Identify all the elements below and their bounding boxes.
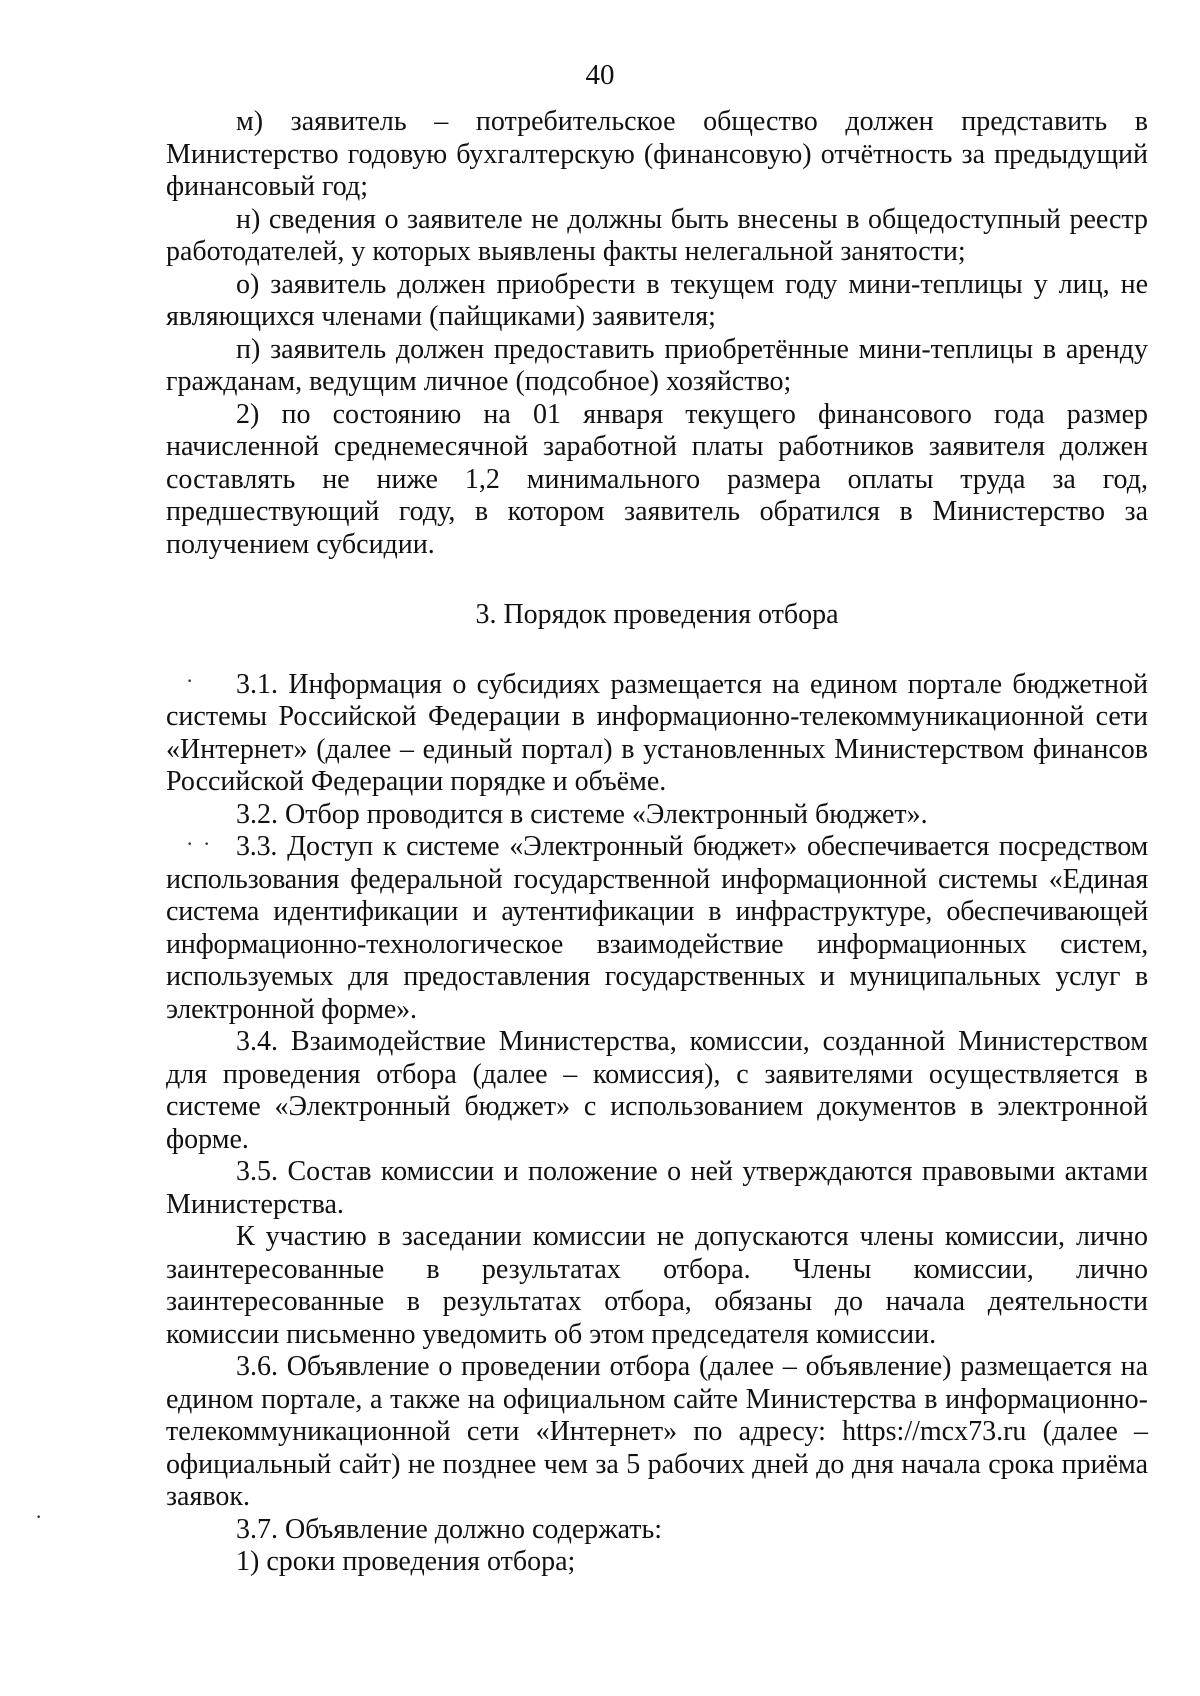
paragraph-2: 2) по состоянию на 01 января текущего финансового года размер начисленной среднемесячной заработной платы работников заявителя должен составлять не ниже 1,2 минимального размера оплаты труда за год, предшествующий году, в котором заявитель обратился в Министерство за получением субсидии.	[166, 398, 1148, 560]
paragraph-3-2: 3.2. Отбор проводится в системе «Электронный бюджет».	[236, 798, 928, 830]
scan-speck: ·	[186, 668, 194, 693]
paragraph-n: н) сведения о заявителе не должны быть внесены в общедоступный реестр работодателей, у которых выявлены факты нелегальной занятости;	[166, 203, 1148, 267]
paragraph-3-7-item-1: 1) сроки проведения отбора;	[236, 1546, 576, 1577]
section-heading: 3. Порядок проведения отбора	[475, 599, 839, 630]
paragraph-3-6: 3.6. Объявление о проведении отбора (далее – объявление) размещается на едином портале, а также на официальном сайте Министерства в информационно-телекоммуникационной сети «Интернет» по адресу: https://mcx73.ru (далее – официальный сайт) не позднее чем за 5 рабочих дней до дня начала срока приёма заявок.	[166, 1351, 1148, 1512]
paragraph-3-1: 3.1. Информация о субсидиях размещается на едином портале бюджетной системы Российской Федерации в информационно-телекоммуникационной сети «Интернет» (далее – единый портал) в установленных Министерством финансов Российской Федерации порядке и объёме.	[166, 668, 1148, 797]
scan-speck: ·	[203, 831, 211, 856]
paragraph-3-3: 3.3. Доступ к системе «Электронный бюджет» обеспечивается посредством использования федеральной государственной информационной системы «Единая система идентификации и аутентификации в инфраструктуре, обеспечивающей информационно-технологическое взаимодействие информационных систем, используемых для предоставления государственных и муниципальных услуг в электронной форме».	[166, 831, 1148, 1025]
scan-speck: ·	[186, 831, 194, 856]
paragraph-3-5: 3.5. Состав комиссии и положение о ней утверждаются правовыми актами Министерства.	[166, 1156, 1148, 1220]
paragraph-p: п) заявитель должен предоставить приобретённые мини-теплицы в аренду гражданам, ведущим личное (подсобное) хозяйство;	[166, 333, 1148, 397]
document-body	[166, 106, 1148, 1579]
paragraph-o: о) заявитель должен приобрести в текущем году мини-теплицы у лиц, не являющихся членами (пайщиками) заявителя;	[166, 268, 1148, 332]
paragraph-3-7: 3.7. Объявление должно содержать:	[236, 1513, 663, 1545]
paragraph-m: м) заявитель – потребительское общество должен представить в Министерство годовую бухгалтерскую (финансовую) отчётность за предыдущий финансовый год;	[166, 106, 1148, 202]
paragraph-3-4: 3.4. Взаимодействие Министерства, комиссии, созданной Министерством для проведения отбора (далее – комиссия), с заявителями осуществляется в системе «Электронный бюджет» с использованием документов в электронной форме.	[166, 1026, 1148, 1155]
scan-speck: ·	[35, 1504, 43, 1529]
paragraph-commission-participation: К участию в заседании комиссии не допускаются члены комиссии, лично заинтересованные в результатах отбора. Члены комиссии, лично заинтересованные в результатах отбора, обязаны до начала деятельности комиссии письменно уведомить об этом председателя комиссии.	[166, 1221, 1148, 1350]
page-number: 40	[585, 59, 615, 91]
